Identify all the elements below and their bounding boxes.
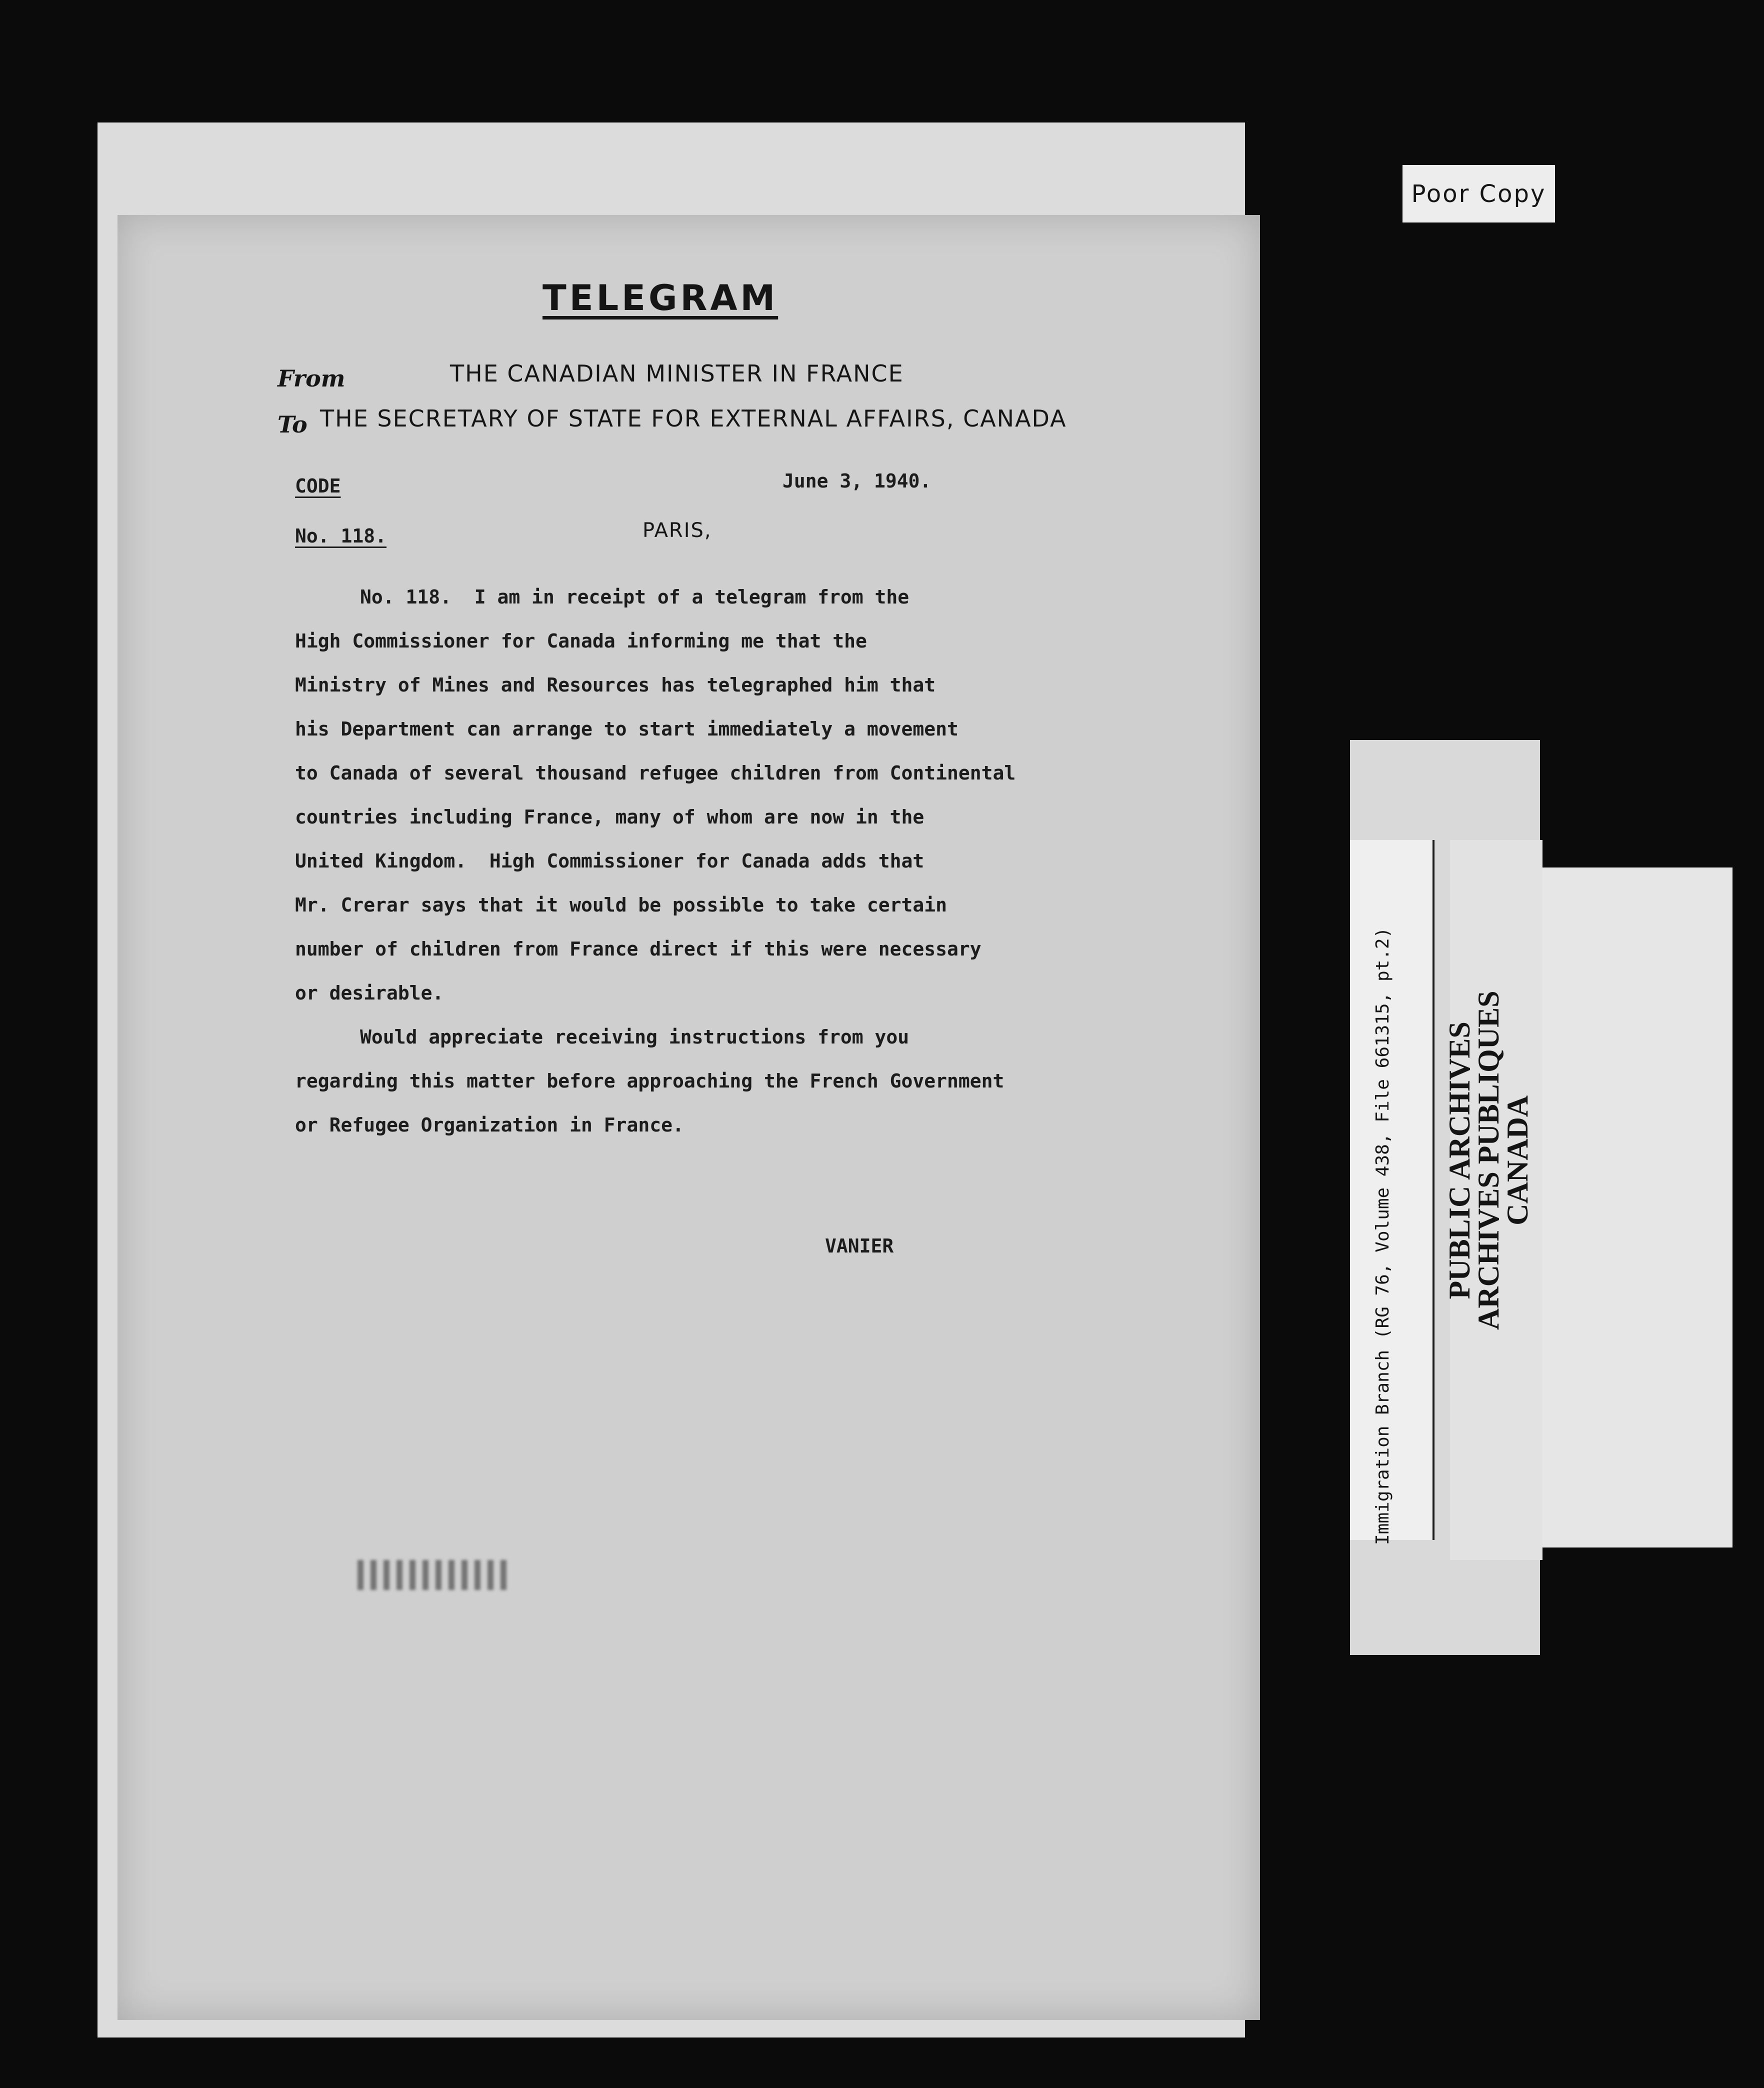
signature: VANIER: [825, 1235, 894, 1257]
illegible-notation: [358, 1560, 508, 1590]
from-label: From: [278, 365, 346, 392]
archives-stamp: [1445, 991, 1532, 1330]
to-label: To: [278, 411, 308, 438]
body-line: to Canada of several thousand refugee children from Continental: [295, 762, 1016, 784]
to-value: THE SECRETARY OF STATE FOR EXTERNAL AFFAIRS, CANADA: [320, 405, 1067, 432]
body-line: United Kingdom. High Commissioner for Canada adds that: [295, 850, 924, 872]
telegram-document: [118, 215, 1260, 2020]
body-line: Would appreciate receiving instructions from you: [360, 1026, 910, 1048]
body-line: High Commissioner for Canada informing me that the: [295, 630, 867, 652]
body-line: number of children from France direct if this were necessary: [295, 938, 982, 960]
from-value: THE CANADIAN MINISTER IN FRANCE: [450, 360, 904, 387]
document-title: TELEGRAM: [542, 278, 778, 318]
poor-copy-label: Poor Copy: [1402, 165, 1555, 222]
body-line: No. 118. I am in receipt of a telegram from the: [360, 586, 910, 608]
archive-card-back: [1542, 868, 1732, 1548]
place: PARIS,: [642, 519, 712, 542]
message-body: [295, 575, 1270, 1147]
code-label: CODE: [295, 475, 341, 497]
archives-line: ARCHIVES PUBLIQUES: [1472, 990, 1505, 1330]
archives-line: PUBLIC ARCHIVES: [1443, 1022, 1476, 1300]
body-line: or Refugee Organization in France.: [295, 1114, 684, 1136]
telegram-number: No. 118.: [295, 525, 387, 547]
body-line: or desirable.: [295, 982, 444, 1004]
archives-line: CANADA: [1501, 1095, 1534, 1226]
body-line: countries including France, many of whom are now in the: [295, 806, 924, 828]
file-reference: Immigration Branch (RG 76, Volume 438, File 661315, pt.2): [1372, 927, 1393, 1545]
body-line: his Department can arrange to start immediately a movement: [295, 718, 958, 740]
body-line: Mr. Crerar says that it would be possible to take certain: [295, 894, 948, 916]
body-line: Ministry of Mines and Resources has telegraphed him that: [295, 674, 936, 696]
body-line: regarding this matter before approaching the French Government: [295, 1070, 1004, 1092]
date: June 3, 1940.: [782, 470, 932, 492]
